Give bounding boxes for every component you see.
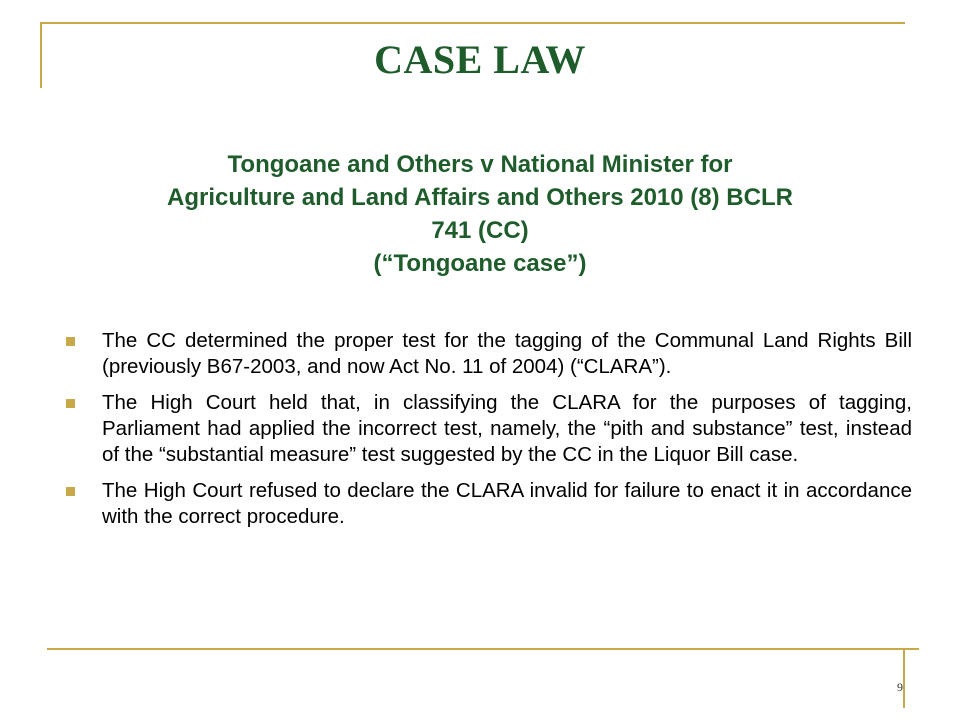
bullet-text: The High Court held that, in classifying the CLARA for the purposes of tagging, Parliament had applied the incorrect test, namely, the “pith and substance” test, instead of the “substantial measure” test suggested by the CC in the Liquor Bill case. (102, 391, 912, 466)
page-number: 9 (897, 680, 903, 694)
case-citation-line: 741 (CC) (431, 217, 529, 244)
slide-title: CASE LAW (374, 37, 586, 82)
right-border-line (903, 648, 905, 708)
case-citation-line: Agriculture and Land Affairs and Others 2010 (8) BCLR (167, 184, 793, 211)
case-short-name: (“Tongoane case”) (373, 250, 587, 277)
bullet-list (66, 328, 912, 540)
bullet-text: The CC determined the proper test for the tagging of the Communal Land Rights Bill (previously B67-2003, and now Act No. 11 of 2004) (“CLARA”). (102, 329, 912, 378)
bullet-item (66, 390, 912, 468)
square-bullet-icon (66, 337, 75, 346)
bullet-text: The High Court refused to declare the CLARA invalid for failure to enact it in accordance with the correct procedure. (102, 479, 912, 528)
top-border-line (40, 22, 905, 24)
case-citation-line: Tongoane and Others v National Minister for (227, 151, 733, 178)
bullet-item (66, 478, 912, 530)
bottom-border-line (47, 648, 919, 650)
bullet-item (66, 328, 912, 380)
case-citation (50, 148, 910, 280)
square-bullet-icon (66, 487, 75, 496)
square-bullet-icon (66, 399, 75, 408)
